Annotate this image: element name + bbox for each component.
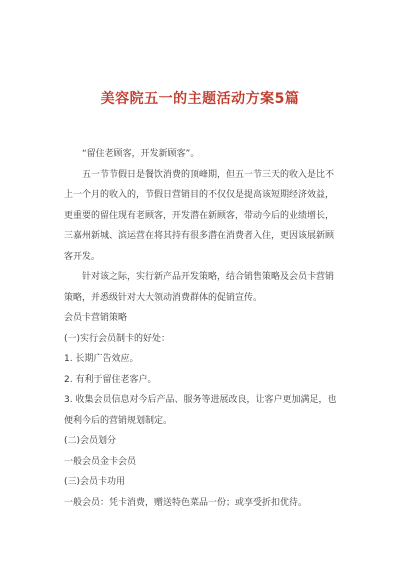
paragraph-intro: 五一节节假日是餐饮消费的顶峰期，但五一节三天的收入是比不上一个月的收入的，节假日营销目的不仅仅是提高该短期经济效益，更重要的留住现有老顾客，开发潜在新顾客，带动今后的业绩增长，三嘉州新城、滨运营在将其持有很多潜在消费者入住，更因该展新顾客开发。 (64, 169, 335, 262)
section-heading-membership: 会员卡营销策略 (64, 313, 128, 323)
document-body (64, 144, 340, 513)
paragraph-strategy: 针对该之际，实行新产品开发策略，结合销售策略及会员卡营销策略，并悉级针对大大领动消费群体的促销宣传。 (64, 272, 335, 303)
document-title: 美容院五一的主题活动方案5篇 (100, 91, 300, 107)
member-tiers-text: 一般会员金卡会员 (64, 456, 137, 467)
card-function-text: 一般会员：凭卡消费，赠送特色菜品一份；或享受折扣优待。 (64, 497, 308, 508)
paragraph-slogan: “留住老顾客，开发新顾客”。 (82, 149, 200, 159)
list-item-3: 3. 收集会员信息对今后产品、服务等进展改良，让客户更加满足，也便利今后的营销规划制定。 (64, 395, 337, 426)
subheading-card-function: (三)会员卡功用 (64, 477, 126, 487)
subheading-benefits: (一)实行会员制卡的好处： (64, 333, 171, 344)
list-item-1: 1. 长期广告效应。 (64, 354, 139, 364)
subheading-member-tiers: (二)会员划分 (64, 436, 117, 446)
list-item-2: 2. 有利于留住老客户。 (64, 374, 157, 385)
